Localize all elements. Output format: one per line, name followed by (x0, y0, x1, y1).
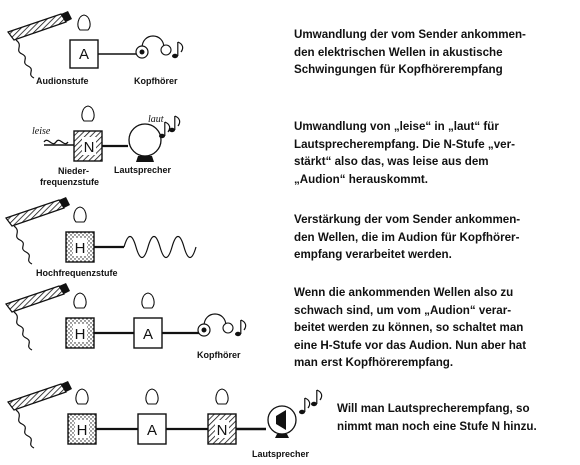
antenna-icon (6, 197, 70, 264)
tube-icon (78, 15, 90, 30)
label-frequenzstufe: frequenzstufe (40, 177, 100, 187)
description-line: nimmt man noch eine Stufe N hinzu. (337, 419, 537, 433)
output-wave (124, 237, 196, 258)
description-line: beitet werden zu können, so schaltet man (294, 321, 524, 335)
music-note-icon (172, 42, 183, 58)
description-line: empfang verarbeitet werden. (294, 248, 452, 262)
label-kopfhoerer: Kopfhörer (134, 76, 178, 86)
row-1-audion (8, 11, 183, 86)
antenna-icon (8, 11, 72, 78)
input-wave (44, 140, 68, 143)
label-hochfrequenzstufe: Hochfrequenzstufe (36, 268, 118, 278)
description-line: stärkt“ also das, was leise aus dem (294, 155, 489, 169)
tube-icon (74, 207, 86, 222)
tube-icon (146, 389, 158, 404)
music-note-icon (311, 390, 322, 406)
antenna-icon (6, 283, 70, 350)
audion-box-letter: A (78, 46, 90, 63)
hochfrequenz-box-letter: H (74, 240, 86, 257)
label-nieder: Nieder- (58, 166, 90, 176)
description-niederfrequenzstufe (294, 118, 564, 188)
label-laut: laut (148, 114, 164, 125)
description-line: Lautsprecherempfang. Die N-Stufe „ver- (294, 137, 515, 151)
description-h-a-combination (294, 284, 569, 372)
niederfrequenz-box-letter: N (83, 139, 95, 156)
description-line: Wenn die ankommenden Wellen also zu (294, 286, 514, 299)
music-note-icon (235, 320, 246, 336)
label-audionstufe: Audionstufe (36, 76, 89, 86)
description-line: Umwandlung der vom Sender ankommen- (294, 28, 526, 41)
tube-icon (82, 106, 94, 121)
row-3-hochfrequenz (6, 197, 196, 278)
music-note-icon (299, 398, 310, 414)
audion-box-letter: A (146, 422, 158, 439)
description-line: „Audion“ herauskommt. (294, 172, 428, 186)
tube-icon (74, 293, 86, 308)
row-4-h-a (6, 283, 246, 360)
label-lautsprecher: Lautsprecher (252, 449, 310, 459)
tube-icon (216, 389, 228, 404)
description-line: den Wellen, die im Audion für Kopfhörer- (294, 230, 520, 244)
row-5-h-a-n (8, 381, 322, 459)
speaker-icon (129, 124, 161, 156)
niederfrequenz-box-letter: N (216, 422, 228, 439)
description-line: Umwandlung von „leise“ in „laut“ für (294, 120, 499, 133)
description-line: den elektrischen Wellen in akustische (294, 45, 503, 59)
headphone-icon (198, 314, 233, 336)
speaker-icon (268, 406, 296, 438)
row-2-niederfrequenz (32, 106, 180, 187)
description-line: eine H-Stufe vor das Audion. Nun aber hat (294, 338, 527, 352)
music-note-icon (169, 116, 180, 132)
description-line: Will man Lautsprecherempfang, so (337, 402, 530, 415)
hochfrequenz-box-letter: H (76, 422, 88, 439)
description-audionstufe (294, 26, 564, 79)
label-leise: leise (32, 126, 51, 137)
description-line: man erst Kopfhörerempfang. (294, 356, 454, 370)
headphone-icon (136, 36, 171, 58)
label-kopfhoerer: Kopfhörer (197, 350, 241, 360)
description-h-a-n-combination (337, 400, 569, 435)
tube-icon (142, 293, 154, 308)
tube-icon (76, 389, 88, 404)
speaker-stand (136, 156, 154, 162)
label-lautsprecher: Lautsprecher (114, 165, 172, 175)
audion-box-letter: A (142, 326, 154, 343)
hochfrequenz-box-letter: H (74, 326, 86, 343)
antenna-icon (8, 381, 72, 448)
description-line: Schwingungen für Kopfhörerempfang (294, 63, 503, 77)
description-hochfrequenzstufe (294, 211, 569, 264)
description-line: schwach sind, um vom „Audion“ verar- (294, 303, 512, 317)
description-line: Verstärkung der vom Sender ankommen- (294, 213, 521, 226)
